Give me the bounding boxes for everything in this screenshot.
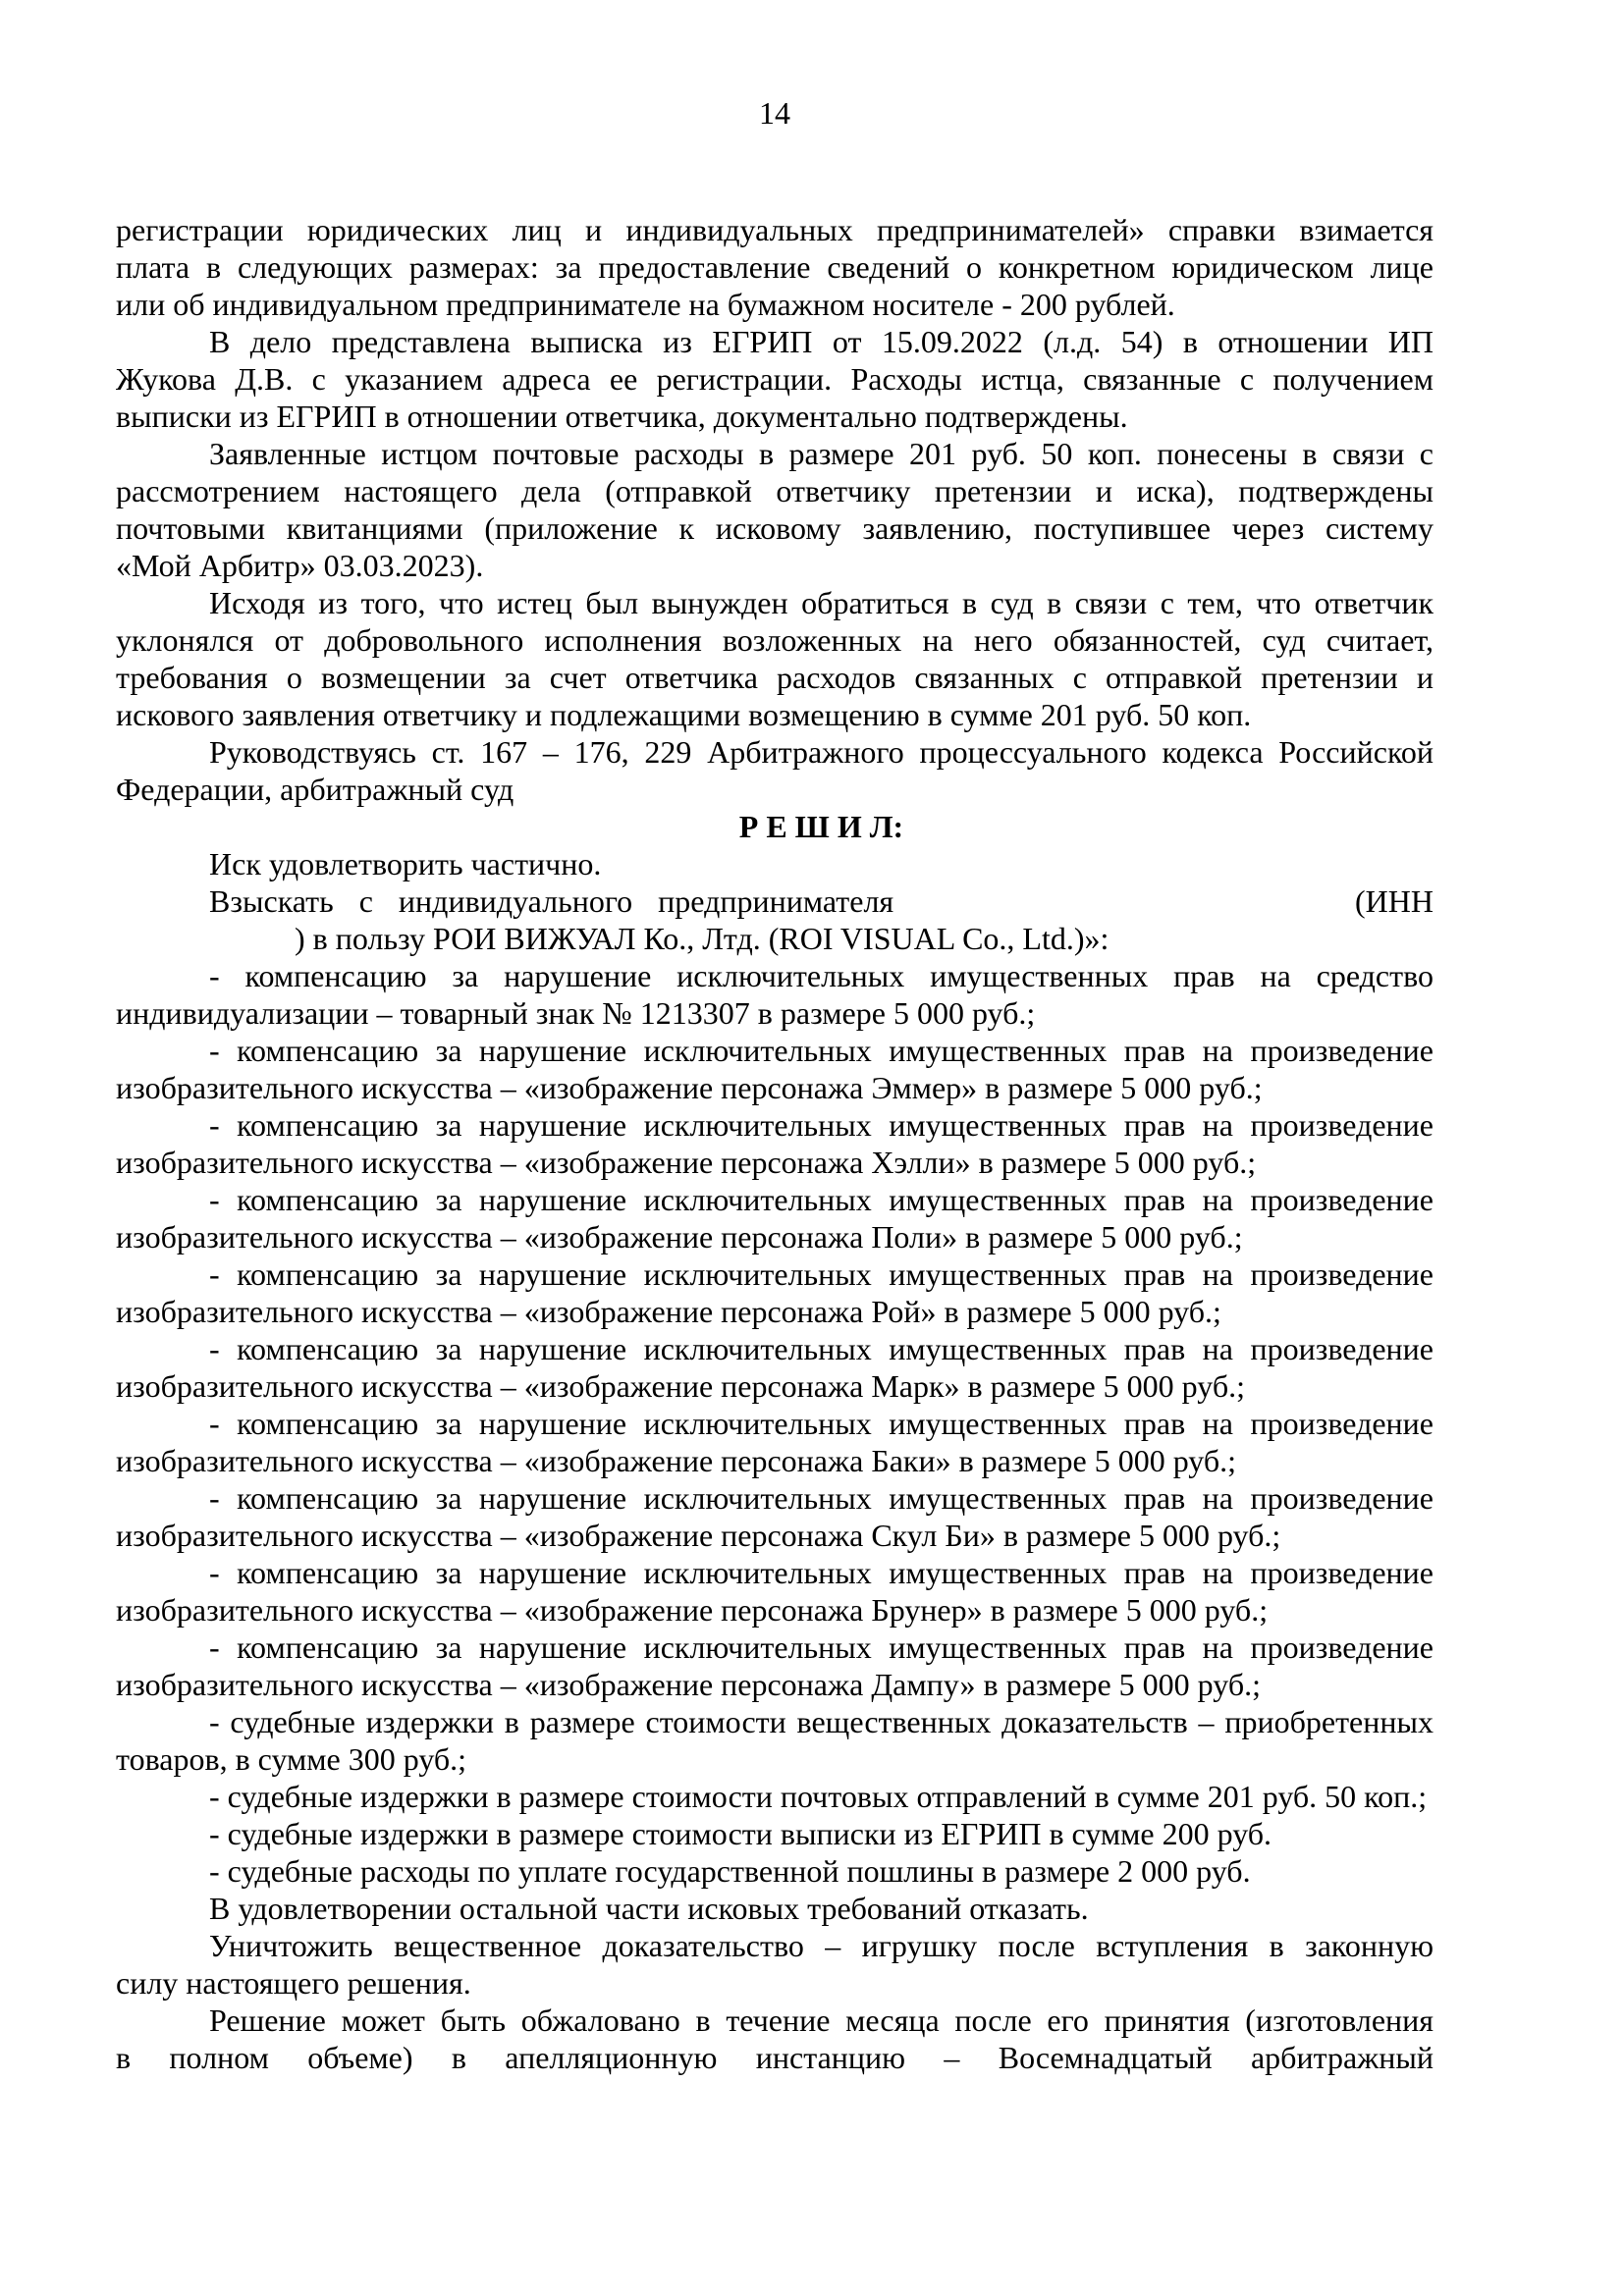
text-line: индивидуализации – товарный знак № 1213307 в размере 5 000 руб.;: [116, 995, 1036, 1031]
text-line-left: Взыскать с индивидуального предпринимателя: [209, 883, 894, 919]
text-line: - судебные расходы по уплате государственной пошлины в размере 2 000 руб.: [209, 1853, 1251, 1889]
text-line-with-redaction: [116, 882, 1434, 920]
text-line: - компенсацию за нарушение исключительных имущественных прав на произведение: [209, 1480, 1434, 1516]
text-line: плата в следующих размерах: за предоставление сведений о конкретном юридическом лице: [116, 249, 1434, 285]
text-line: - компенсацию за нарушение исключительных имущественных прав на произведение: [209, 1406, 1434, 1441]
text-line: - компенсацию за нарушение исключительных имущественных прав на произведение: [209, 1331, 1434, 1366]
text-block: [116, 0, 1434, 2076]
text-line: изобразительного искусства – «изображение персонажа Скул Би» в размере 5 000 руб.;: [116, 1518, 1281, 1553]
text-line: изобразительного искусства – «изображение персонажа Дампу» в размере 5 000 руб.;: [116, 1667, 1261, 1702]
text-line: изобразительного искусства – «изображение персонажа Баки» в размере 5 000 руб.;: [116, 1443, 1237, 1478]
text-line: - компенсацию за нарушение исключительных имущественных прав на средство: [209, 958, 1434, 993]
text-line: изобразительного искусства – «изображение персонажа Хэлли» в размере 5 000 руб.;: [116, 1145, 1257, 1180]
text-line: регистрации юридических лиц и индивидуальных предпринимателей» справки взимается: [116, 212, 1434, 247]
text-line: Иск удовлетворить частично.: [209, 846, 602, 881]
page-number: 14: [759, 95, 790, 131]
text-line: Заявленные истцом почтовые расходы в размере 201 руб. 50 коп. понесены в связи с: [209, 436, 1434, 471]
inn-label: (ИНН: [1355, 883, 1434, 919]
text-line: товаров, в сумме 300 руб.;: [116, 1741, 467, 1777]
text-line: в полном объеме) в апелляционную инстанцию – Восемнадцатый арбитражный: [116, 2040, 1434, 2075]
text-line: или об индивидуальном предпринимателе на бумажном носителе - 200 рублей.: [116, 287, 1175, 322]
text-line: изобразительного искусства – «изображение персонажа Марк» в размере 5 000 руб.;: [116, 1368, 1245, 1404]
text-line: изобразительного искусства – «изображение персонажа Брунер» в размере 5 000 руб.;: [116, 1592, 1269, 1628]
text-line: силу настоящего решения.: [116, 1965, 471, 2001]
text-line: - компенсацию за нарушение исключительных имущественных прав на произведение: [209, 1107, 1434, 1143]
text-line: рассмотрением настоящего дела (отправкой ответчику претензии и иска), подтверждены: [116, 473, 1434, 508]
text-line: изобразительного искусства – «изображение персонажа Рой» в размере 5 000 руб.;: [116, 1294, 1221, 1329]
text-line: выписки из ЕГРИП в отношении ответчика, документально подтверждены.: [116, 399, 1128, 434]
text-line: - судебные издержки в размере стоимости выписки из ЕГРИП в сумме 200 руб.: [209, 1816, 1272, 1851]
text-line: - компенсацию за нарушение исключительных имущественных прав на произведение: [209, 1256, 1434, 1292]
text-line: Уничтожить вещественное доказательство – игрушку после вступления в законную: [209, 1928, 1434, 1963]
text-line: уклонялся от добровольного исполнения возложенных на него обязанностей, суд считает,: [116, 622, 1434, 658]
text-line: - судебные издержки в размере стоимости почтовых отправлений в сумме 201 руб. 50 коп.;: [209, 1779, 1428, 1814]
decision-heading: Р Е Ш И Л:: [738, 809, 904, 844]
text-line: Исходя из того, что истец был вынужден обратиться в суд в связи с тем, что ответчик: [209, 585, 1434, 620]
text-line: Решение может быть обжаловано в течение месяца после его принятия (изготовления: [209, 2002, 1434, 2038]
text-line: почтовыми квитанциями (приложение к исковому заявлению, поступившее через систему: [116, 510, 1434, 546]
text-line: искового заявления ответчику и подлежащими возмещению в сумме 201 руб. 50 коп.: [116, 697, 1252, 732]
text-line: изобразительного искусства – «изображение персонажа Поли» в размере 5 000 руб.;: [116, 1219, 1243, 1255]
text-line: Руководствуясь ст. 167 – 176, 229 Арбитражного процессуального кодекса Российской: [209, 734, 1434, 770]
text-line: Жукова Д.В. с указанием адреса ее регистрации. Расходы истца, связанные с получением: [116, 361, 1434, 397]
text-line: - компенсацию за нарушение исключительных имущественных прав на произведение: [209, 1182, 1434, 1217]
text-line: «Мой Арбитр» 03.03.2023).: [116, 548, 484, 583]
document-body: [116, 211, 1434, 2076]
text-line: В дело представлена выписка из ЕГРИП от 15.09.2022 (л.д. 54) в отношении ИП: [209, 324, 1434, 359]
text-line: Федерации, арбитражный суд: [116, 772, 514, 807]
text-line: требования о возмещении за счет ответчика расходов связанных с отправкой претензии и: [116, 660, 1434, 695]
text-line: - компенсацию за нарушение исключительных имущественных прав на произведение: [209, 1555, 1434, 1590]
text-line-offset: ) в пользу РОИ ВИЖУАЛ Ко., Лтд. (ROI VISUAL Co., Ltd.)»:: [295, 921, 1109, 956]
text-line: - судебные издержки в размере стоимости вещественных доказательств – приобретенных: [209, 1704, 1434, 1739]
text-line: - компенсацию за нарушение исключительных имущественных прав на произведение: [209, 1033, 1434, 1068]
text-line: В удовлетворении остальной части исковых требований отказать.: [209, 1891, 1089, 1926]
text-line: изобразительного искусства – «изображение персонажа Эммер» в размере 5 000 руб.;: [116, 1070, 1263, 1105]
text-line: - компенсацию за нарушение исключительных имущественных прав на произведение: [209, 1629, 1434, 1665]
